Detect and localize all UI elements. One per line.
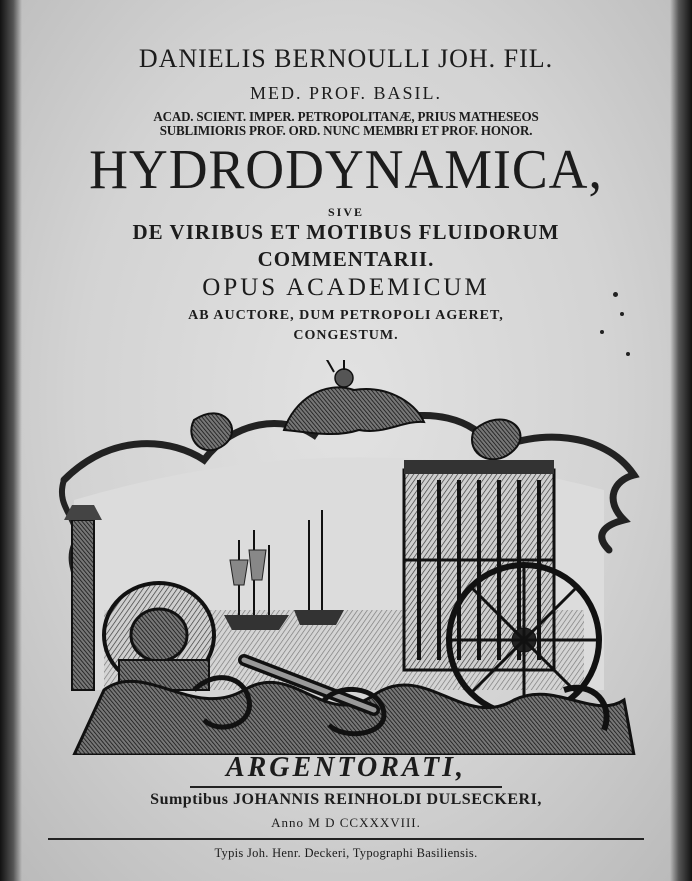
composed-line-2: CONGESTUM. (293, 328, 399, 343)
academy-line-2: SUBLIMIORIS PROF. ORD. NUNC MEMBRI ET PROF. HONOR. (159, 124, 533, 139)
year-line: Anno M D CCXXXVIII. (271, 815, 421, 830)
imprint-place: ARGENTORATI, (225, 752, 467, 783)
print-speck (626, 352, 630, 356)
print-speck (600, 330, 604, 334)
position-line: MED. PROF. BASIL. (249, 83, 443, 103)
composed-line-1: AB AUCTORE, DUM PETROPOLI AGERET, (188, 308, 504, 323)
print-speck (620, 312, 624, 316)
subtitle-line-1: DE VIRIBUS ET MOTIBUS FLUIDORUM (132, 220, 560, 244)
conjunction-sive: SIVE (327, 205, 364, 219)
main-title: HYDRODYNAMICA, (89, 139, 603, 201)
rule-above-printer (48, 838, 644, 840)
water-wheel (449, 565, 599, 715)
work-type: OPUS ACADEMICUM (202, 274, 490, 301)
printer-line: Typis Joh. Henr. Deckeri, Typographi Basiliensis. (214, 846, 478, 860)
publisher-line: Sumptibus JOHANNIS REINHOLDI DULSECKERI, (150, 791, 542, 808)
subtitle-line-2: COMMENTARII. (257, 247, 435, 271)
author-line: DANIELIS BERNOULLI JOH. FIL. (138, 44, 554, 73)
academy-line-1: ACAD. SCIENT. IMPER. PETROPOLITANÆ, PRIUS MATHESEOS (153, 110, 539, 125)
left-page-edge-shadow (0, 0, 22, 881)
right-page-edge-shadow (670, 0, 692, 881)
engraved-vignette (44, 360, 648, 755)
rule-under-place (190, 786, 502, 788)
print-speck (613, 292, 618, 297)
